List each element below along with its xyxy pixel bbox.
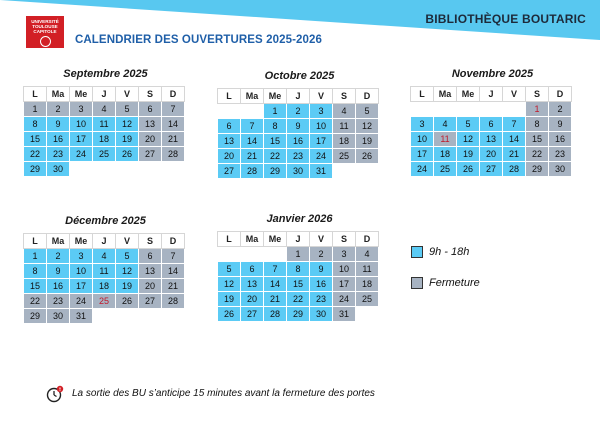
- empty-day-cell: [162, 309, 185, 324]
- closed-day-cell: 25: [333, 149, 356, 164]
- empty-day-cell: [241, 247, 264, 262]
- month-title: Janvier 2026: [266, 213, 333, 225]
- closed-day-cell: 15: [526, 132, 549, 147]
- empty-day-cell: [333, 164, 356, 179]
- weekday-header-row: [411, 87, 572, 102]
- open-day-cell: 23: [47, 147, 70, 162]
- open-day-cell: 16: [310, 277, 333, 292]
- open-day-cell: 30: [47, 162, 70, 177]
- open-day-cell: 28: [503, 162, 526, 177]
- open-day-cell: 24: [70, 147, 93, 162]
- weekday-header: S: [139, 234, 162, 249]
- empty-day-cell: [218, 104, 241, 119]
- open-day-cell: 12: [116, 117, 139, 132]
- weekday-header: J: [480, 87, 503, 102]
- week-row: [218, 262, 379, 277]
- logo-line-2: TOULOUSE: [32, 24, 58, 29]
- open-day-cell: 14: [241, 134, 264, 149]
- closed-day-cell: 6: [139, 102, 162, 117]
- closed-day-cell: 29: [526, 162, 549, 177]
- open-day-cell: 6: [241, 262, 264, 277]
- closed-day-cell: 23: [47, 294, 70, 309]
- open-day-cell: 5: [457, 117, 480, 132]
- week-row: [218, 247, 379, 262]
- empty-day-cell: [264, 247, 287, 262]
- weekday-header: Me: [264, 89, 287, 104]
- open-day-cell: 3: [310, 104, 333, 119]
- open-day-cell: 3: [70, 249, 93, 264]
- week-row: [24, 132, 185, 147]
- library-name: BIBLIOTHÈQUE BOUTARIC: [425, 12, 586, 26]
- closed-day-cell: 28: [162, 294, 185, 309]
- week-row: [218, 104, 379, 119]
- week-row: [218, 292, 379, 307]
- closed-day-cell: 27: [139, 147, 162, 162]
- closed-day-cell: 2: [310, 247, 333, 262]
- closed-day-cell: 24: [70, 294, 93, 309]
- weekday-header: D: [162, 234, 185, 249]
- weekday-header: D: [549, 87, 572, 102]
- open-day-cell: 2: [47, 249, 70, 264]
- legend-open-swatch: [411, 246, 423, 258]
- empty-day-cell: [139, 162, 162, 177]
- open-day-cell: 19: [116, 132, 139, 147]
- closed-day-cell: 16: [549, 132, 572, 147]
- open-day-cell: 4: [93, 249, 116, 264]
- weekday-header: L: [411, 87, 434, 102]
- weekday-header: J: [93, 234, 116, 249]
- weekday-header: V: [310, 89, 333, 104]
- closed-day-cell: 5: [116, 102, 139, 117]
- open-day-cell: 28: [264, 307, 287, 322]
- open-day-cell: 23: [287, 149, 310, 164]
- closed-day-cell: 6: [139, 249, 162, 264]
- week-row: [24, 249, 185, 264]
- week-row: [218, 149, 379, 164]
- open-day-cell: 18: [93, 132, 116, 147]
- open-day-cell: 10: [411, 132, 434, 147]
- open-day-cell: 28: [241, 164, 264, 179]
- week-row: [411, 147, 572, 162]
- open-day-cell: 22: [24, 147, 47, 162]
- legend-closed-label: Fermeture: [429, 277, 480, 289]
- open-day-cell: 17: [70, 132, 93, 147]
- legend-closed-swatch: [411, 277, 423, 289]
- open-day-cell: 20: [241, 292, 264, 307]
- empty-day-cell: [70, 162, 93, 177]
- open-day-cell: 24: [411, 162, 434, 177]
- closed-day-cell: 19: [356, 134, 379, 149]
- closed-day-cell: 8: [526, 117, 549, 132]
- weekday-header: Me: [457, 87, 480, 102]
- month-title: Novembre 2025: [451, 68, 534, 80]
- closed-day-cell: 29: [24, 309, 47, 324]
- open-day-cell: 24: [310, 149, 333, 164]
- week-row: [218, 134, 379, 149]
- open-day-cell: 12: [218, 277, 241, 292]
- open-day-cell: 8: [24, 264, 47, 279]
- open-day-cell: 22: [264, 149, 287, 164]
- month-january: [217, 213, 382, 322]
- weekday-header-row: [24, 87, 185, 102]
- weekday-header: L: [24, 234, 47, 249]
- open-day-cell: 18: [434, 147, 457, 162]
- closed-day-cell: 18: [356, 277, 379, 292]
- open-day-cell: 13: [480, 132, 503, 147]
- weekday-header: D: [356, 232, 379, 247]
- open-day-cell: 19: [218, 292, 241, 307]
- closed-day-cell: 3: [333, 247, 356, 262]
- closed-day-cell: 11: [434, 132, 457, 147]
- weekday-header-row: [24, 234, 185, 249]
- weekday-header: V: [503, 87, 526, 102]
- empty-day-cell: [480, 102, 503, 117]
- open-day-cell: 6: [480, 117, 503, 132]
- closed-day-cell: 23: [549, 147, 572, 162]
- open-day-cell: 26: [218, 307, 241, 322]
- closed-day-cell: 18: [333, 134, 356, 149]
- empty-day-cell: [116, 162, 139, 177]
- month-title: Octobre 2025: [264, 70, 335, 82]
- open-day-cell: 17: [70, 279, 93, 294]
- weekday-header: Ma: [434, 87, 457, 102]
- week-row: [411, 117, 572, 132]
- closed-day-cell: 20: [139, 279, 162, 294]
- open-day-cell: 29: [287, 307, 310, 322]
- weekday-header: D: [356, 89, 379, 104]
- weekday-header: Me: [70, 234, 93, 249]
- empty-day-cell: [356, 307, 379, 322]
- open-day-cell: 9: [310, 262, 333, 277]
- calendar-grid: [23, 86, 185, 177]
- open-day-cell: 29: [264, 164, 287, 179]
- open-day-cell: 7: [241, 119, 264, 134]
- open-day-cell: 14: [264, 277, 287, 292]
- open-day-cell: 12: [457, 132, 480, 147]
- open-day-cell: 15: [264, 134, 287, 149]
- open-day-cell: 6: [218, 119, 241, 134]
- open-day-cell: 25: [93, 147, 116, 162]
- closed-day-cell: 10: [333, 262, 356, 277]
- clock-alarm-icon: [46, 385, 64, 403]
- week-row: [24, 279, 185, 294]
- open-day-cell: 11: [93, 117, 116, 132]
- weekday-header: S: [526, 87, 549, 102]
- weekday-header: J: [287, 89, 310, 104]
- open-day-cell: 8: [287, 262, 310, 277]
- week-row: [24, 309, 185, 324]
- weekday-header: S: [333, 232, 356, 247]
- open-day-cell: 23: [310, 292, 333, 307]
- week-row: [24, 117, 185, 132]
- open-day-cell: 20: [218, 149, 241, 164]
- closed-day-cell: 26: [356, 149, 379, 164]
- weekday-header: D: [162, 87, 185, 102]
- closed-day-cell: 12: [356, 119, 379, 134]
- open-day-cell: 10: [70, 264, 93, 279]
- empty-day-cell: [139, 309, 162, 324]
- week-row: [411, 102, 572, 117]
- open-day-cell: 27: [241, 307, 264, 322]
- week-row: [24, 102, 185, 117]
- open-day-cell: 21: [503, 147, 526, 162]
- open-day-cell: 9: [287, 119, 310, 134]
- open-day-cell: 19: [457, 147, 480, 162]
- closed-day-cell: 4: [333, 104, 356, 119]
- closed-day-cell: 13: [139, 264, 162, 279]
- closed-day-cell: 28: [162, 147, 185, 162]
- weekday-header: L: [24, 87, 47, 102]
- closed-day-cell: 13: [139, 117, 162, 132]
- empty-day-cell: [116, 309, 139, 324]
- weekday-header: S: [139, 87, 162, 102]
- legend-closed: [411, 277, 480, 289]
- open-day-cell: 10: [310, 119, 333, 134]
- calendar-grid: [217, 231, 379, 322]
- week-row: [24, 264, 185, 279]
- open-day-cell: 4: [434, 117, 457, 132]
- week-row: [411, 162, 572, 177]
- open-day-cell: 5: [116, 249, 139, 264]
- open-day-cell: 26: [116, 147, 139, 162]
- empty-day-cell: [503, 102, 526, 117]
- empty-day-cell: [93, 309, 116, 324]
- open-day-cell: 16: [47, 279, 70, 294]
- open-day-cell: 1: [264, 104, 287, 119]
- open-day-cell: 3: [411, 117, 434, 132]
- open-day-cell: 27: [218, 164, 241, 179]
- open-day-cell: 8: [264, 119, 287, 134]
- closed-day-cell: 24: [333, 292, 356, 307]
- calendar-grid: [23, 233, 185, 324]
- weekday-header: L: [218, 89, 241, 104]
- open-day-cell: 17: [411, 147, 434, 162]
- week-row: [218, 119, 379, 134]
- empty-day-cell: [162, 162, 185, 177]
- open-day-cell: 9: [47, 264, 70, 279]
- closed-day-cell: 4: [356, 247, 379, 262]
- open-day-cell: 10: [70, 117, 93, 132]
- open-day-cell: 16: [287, 134, 310, 149]
- empty-day-cell: [218, 247, 241, 262]
- closed-day-cell: 2: [549, 102, 572, 117]
- open-day-cell: 14: [503, 132, 526, 147]
- weekday-header: J: [287, 232, 310, 247]
- closed-day-cell: 5: [356, 104, 379, 119]
- closed-day-cell: 27: [139, 294, 162, 309]
- closed-day-cell: 1: [526, 102, 549, 117]
- legend-open: [411, 246, 469, 258]
- weekday-header: V: [116, 234, 139, 249]
- week-row: [411, 132, 572, 147]
- closed-day-cell: 1: [287, 247, 310, 262]
- university-logo: [26, 16, 64, 48]
- empty-day-cell: [93, 162, 116, 177]
- open-day-cell: 22: [287, 292, 310, 307]
- page-title: CALENDRIER DES OUVERTURES 2025-2026: [75, 34, 322, 46]
- closed-day-cell: 9: [549, 117, 572, 132]
- calendar-grid: [410, 86, 572, 177]
- open-day-cell: 29: [24, 162, 47, 177]
- month-september: [23, 68, 188, 177]
- empty-day-cell: [356, 164, 379, 179]
- weekday-header: Me: [264, 232, 287, 247]
- closed-day-cell: 3: [70, 102, 93, 117]
- open-day-cell: 9: [47, 117, 70, 132]
- weekday-header: Me: [70, 87, 93, 102]
- logo-line-3: CAPITOLE: [33, 29, 57, 34]
- closed-day-cell: 31: [70, 309, 93, 324]
- closed-day-cell: 4: [93, 102, 116, 117]
- open-day-cell: 25: [434, 162, 457, 177]
- closed-day-cell: 26: [116, 294, 139, 309]
- empty-day-cell: [434, 102, 457, 117]
- closed-day-cell: 7: [162, 249, 185, 264]
- open-day-cell: 16: [47, 132, 70, 147]
- week-row: [218, 307, 379, 322]
- weekday-header: V: [310, 232, 333, 247]
- weekday-header: Ma: [241, 89, 264, 104]
- open-day-cell: 11: [93, 264, 116, 279]
- logo-line-1: UNIVERSITÉ: [31, 19, 59, 24]
- empty-day-cell: [411, 102, 434, 117]
- open-day-cell: 17: [310, 134, 333, 149]
- closed-day-cell: 31: [333, 307, 356, 322]
- closed-day-cell: 21: [162, 132, 185, 147]
- closed-day-cell: 7: [162, 102, 185, 117]
- open-day-cell: 27: [480, 162, 503, 177]
- open-day-cell: 15: [24, 132, 47, 147]
- weekday-header: Ma: [47, 234, 70, 249]
- open-day-cell: 8: [24, 117, 47, 132]
- weekday-header: Ma: [241, 232, 264, 247]
- open-day-cell: 13: [218, 134, 241, 149]
- closed-day-cell: 14: [162, 264, 185, 279]
- open-day-cell: 15: [287, 277, 310, 292]
- open-day-cell: 18: [93, 279, 116, 294]
- closed-day-cell: 25: [93, 294, 116, 309]
- logo-seal-icon: [40, 36, 51, 47]
- open-day-cell: 21: [264, 292, 287, 307]
- closed-day-cell: 17: [333, 277, 356, 292]
- open-day-cell: 30: [310, 307, 333, 322]
- week-row: [24, 294, 185, 309]
- legend-open-label: 9h - 18h: [429, 246, 470, 258]
- open-day-cell: 12: [116, 264, 139, 279]
- open-day-cell: 20: [480, 147, 503, 162]
- calendar-grid: [217, 88, 379, 179]
- weekday-header: S: [333, 89, 356, 104]
- open-day-cell: 30: [287, 164, 310, 179]
- open-day-cell: 7: [503, 117, 526, 132]
- closed-day-cell: 30: [549, 162, 572, 177]
- empty-day-cell: [457, 102, 480, 117]
- open-day-cell: 21: [241, 149, 264, 164]
- empty-day-cell: [241, 104, 264, 119]
- open-day-cell: 26: [457, 162, 480, 177]
- month-title: Décembre 2025: [65, 215, 146, 227]
- closed-day-cell: 1: [24, 102, 47, 117]
- closed-day-cell: 11: [333, 119, 356, 134]
- weekday-header: Ma: [47, 87, 70, 102]
- open-day-cell: 1: [24, 249, 47, 264]
- week-row: [24, 162, 185, 177]
- weekday-header: L: [218, 232, 241, 247]
- month-december: [23, 215, 188, 324]
- closed-day-cell: 11: [356, 262, 379, 277]
- month-november: [410, 68, 575, 177]
- footer-note: La sortie des BU s’anticipe 15 minutes avant la fermeture des portes: [72, 388, 375, 399]
- week-row: [218, 277, 379, 292]
- closed-day-cell: 25: [356, 292, 379, 307]
- week-row: [218, 164, 379, 179]
- open-day-cell: 2: [287, 104, 310, 119]
- month-title: Septembre 2025: [63, 68, 148, 80]
- weekday-header: V: [116, 87, 139, 102]
- weekday-header: J: [93, 87, 116, 102]
- closed-day-cell: 21: [162, 279, 185, 294]
- closed-day-cell: 20: [139, 132, 162, 147]
- open-day-cell: 15: [24, 279, 47, 294]
- weekday-header-row: [218, 89, 379, 104]
- closed-day-cell: 2: [47, 102, 70, 117]
- open-day-cell: 7: [264, 262, 287, 277]
- weekday-header-row: [218, 232, 379, 247]
- closed-day-cell: 30: [47, 309, 70, 324]
- open-day-cell: 5: [218, 262, 241, 277]
- closed-day-cell: 22: [24, 294, 47, 309]
- open-day-cell: 19: [116, 279, 139, 294]
- open-day-cell: 13: [241, 277, 264, 292]
- week-row: [24, 147, 185, 162]
- closed-day-cell: 14: [162, 117, 185, 132]
- open-day-cell: 31: [310, 164, 333, 179]
- closed-day-cell: 22: [526, 147, 549, 162]
- month-october: [217, 70, 382, 179]
